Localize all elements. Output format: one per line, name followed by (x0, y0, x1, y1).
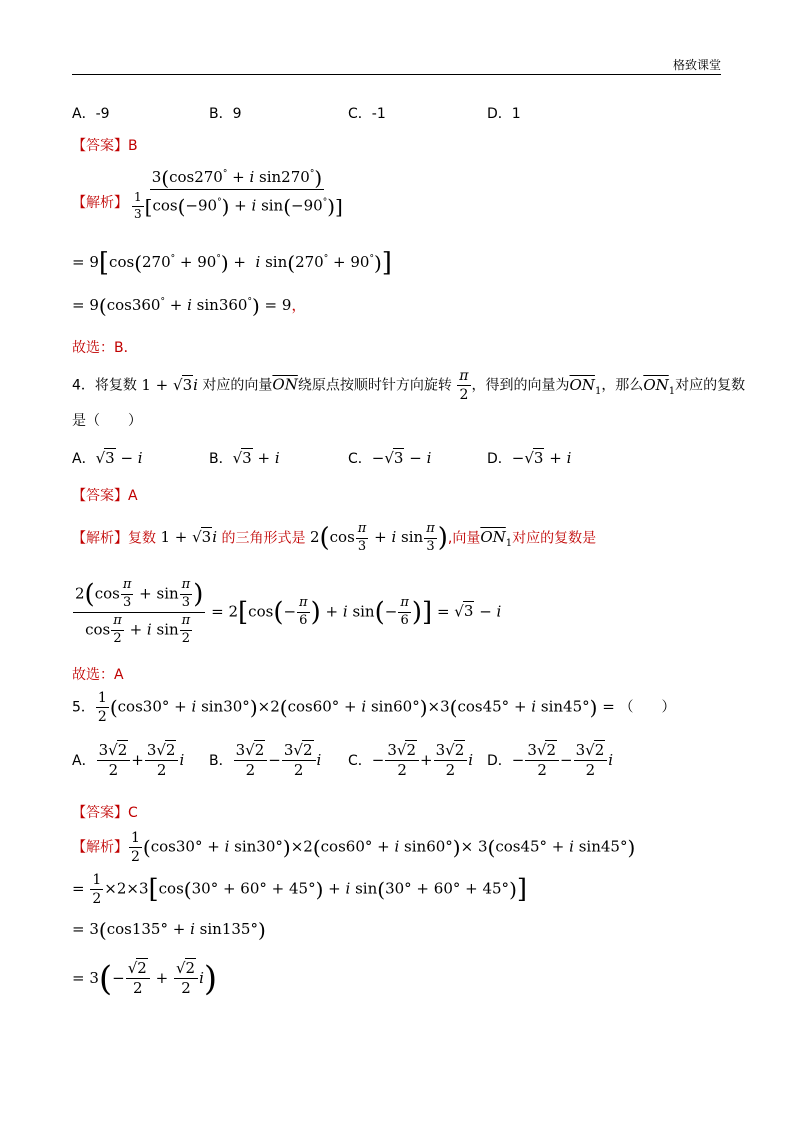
q3-option-d: D．1 (487, 106, 521, 122)
page-header-title: 格致课堂 (672, 58, 721, 72)
q4-stem-line2: 是（ ） (72, 413, 142, 429)
q5-option-d: D．− $\frac{3√2}{2}$ − $\frac{3√2}{2}$ i (487, 741, 614, 780)
q3-analysis-label: 【解析】 (72, 195, 128, 211)
q4-conclusion: 故选：A (72, 667, 124, 683)
q3-option-c: C．-1 (348, 106, 386, 122)
q3-analysis-step2: = 9[cos(270° + 90°) + i sin(270° + 90°)] (72, 248, 392, 278)
header-divider (72, 74, 721, 75)
q3-conclusion: 故选：B． (72, 340, 138, 356)
q3-option-a: A．-9 (72, 106, 110, 122)
q5-analysis-line1: 【解析】 $\frac{1}{2}$ (cos30° + i sin30°)×2(cos60° + i sin60°)× 3(cos45° + i sin45°) (72, 830, 636, 866)
q5-analysis-line3: = 3(cos135° + i sin135°) (72, 918, 266, 942)
q5-stem: 5． $\frac{1}{2}$ (cos30° + i sin30°)×2(cos60° + i sin60°)×3(cos45° + i sin45°) = （ ） (72, 690, 676, 726)
q4-option-c: C．−√3 − i (348, 449, 432, 467)
q5-option-a: A． $\frac{3√2}{2}$ + $\frac{3√2}{2}$ i (72, 741, 185, 780)
q4-number: 4． (72, 377, 95, 394)
q5-analysis-line4: = 3(− $\frac{√2}{2}$ + $\frac{√2}{2}$ i) (72, 958, 218, 999)
q4-option-d: D．−√3 + i (487, 449, 572, 467)
q5-option-b: B． $\frac{3√2}{2}$ − $\frac{3√2}{2}$ i (209, 741, 322, 780)
q4-option-b: B．√3 + i (209, 449, 280, 467)
q4-answer: 【答案】A (72, 488, 138, 504)
q5-answer: 【答案】C (72, 805, 138, 821)
q4-analysis-fraction: 2(cos $\frac{\pi}{3}$ + sin $\frac{\pi}{3}$ ) cos $\frac{\pi}{2}$ + i sin $\frac{\pi}{2}$ = 2[cos(− $\frac{\pi}{6}$ ) + i sin(− $\frac{\pi}{6}$ )] = √3 − i (75, 577, 502, 646)
q4-option-a: A．√3 − i (72, 449, 143, 467)
q3-answer: 【答案】B (72, 138, 138, 154)
q5-analysis-line2: = $\frac{1}{2}$ ×2×3[cos(30° + 60° + 45°) + i sin(30° + 60° + 45°)] (72, 872, 528, 908)
q4-analysis-line1: 【解析】复数 1 + √3i 的三角形式是 2(cos $\frac{\pi}{3}$ + i sin $\frac{\pi}{3}$ ),向量$\overline{ON}_1$对应的复数是 (72, 521, 597, 554)
q5-option-c: C．− $\frac{3√2}{2}$ + $\frac{3√2}{2}$ i (348, 741, 474, 780)
q3-option-b: B．9 (209, 106, 242, 122)
q3-analysis-fraction: 3(cos270° + i sin270°) $\frac{1}{3}$ [cos(−90°) + i sin(−90°)] (134, 166, 343, 221)
q4-stem-line1: 4．将复数 1 + √3i 对应的向量$\overline{ON}$绕原点按顺时针方向旋转 $\frac{\pi}{2}$ ，得到的向量为$\overline{ON}_1$，那么$\overline{ON}_1$对应的复数 (72, 368, 746, 404)
q3-analysis-step3: = 9(cos360° + i sin360°) = 9， (72, 294, 307, 318)
